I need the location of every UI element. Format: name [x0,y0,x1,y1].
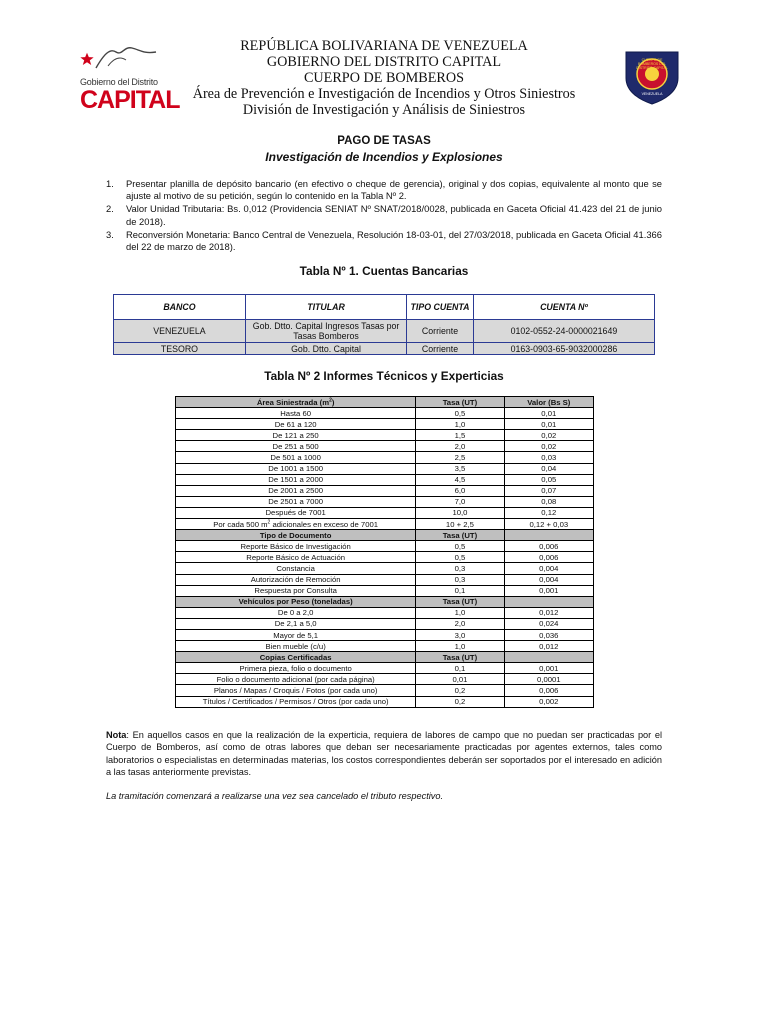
cell-valor: 0,02 [504,441,593,452]
table-row [176,463,594,474]
cop-header-label: Copias Certificadas [176,652,416,663]
cell-tasa: 1,0 [416,641,504,652]
nota-label: Nota [106,730,127,740]
cell-valor: 0,04 [504,463,593,474]
cell-valor: 0,08 [504,496,593,507]
instructions-list [106,178,662,254]
document-header [120,38,648,118]
cell-tasa: 10,0 [416,507,504,518]
cell-valor: 0,004 [504,563,593,574]
cell-tasa: 1,0 [416,419,504,430]
table-row [176,552,594,563]
cell-label: Por cada 500 $m^2$ adicionales en exceso de 7001 [176,519,416,530]
table-row [176,408,594,419]
seal-text: CUERPO DE BOMBEROS DEL DISTRITO CAPITAL [636,58,668,70]
cell-label: Mayor de 5,1 [176,629,416,640]
cell-cuenta: 0163-0903-65-9032000286 [473,343,654,355]
table-row [176,452,594,463]
table-row [176,574,594,585]
cell-label: Reporte Básico de Investigación [176,541,416,552]
col-cuenta: CUENTA Nº [473,295,654,320]
cell-tipo: Corriente [407,320,474,343]
veh-header-row [176,596,594,607]
cell-label: De 61 a 120 [176,419,416,430]
table-row [176,629,594,640]
cell-tasa: 10 + 2,5 [416,519,504,530]
cell-valor: 0,006 [504,541,593,552]
list-item [106,203,662,227]
valor-header: Valor (Bs S) [504,397,593,408]
cell-valor: 0,07 [504,485,593,496]
header-line-2: GOBIERNO DEL DISTRITO CAPITAL [266,54,502,70]
col-titular: TITULAR [245,295,406,320]
table-row [114,343,655,355]
cell-valor: 0,002 [504,696,593,707]
blank-header [504,530,593,541]
table-row [176,496,594,507]
cell-tasa: 0,1 [416,585,504,596]
cell-banco: TESORO [114,343,246,355]
cell-label: De 501 a 1000 [176,452,416,463]
cell-tasa: 1,0 [416,607,504,618]
cell-label: Constancia [176,563,416,574]
blank-header [504,652,593,663]
cell-valor: 0,12 [504,507,593,518]
cell-valor: 0,012 [504,607,593,618]
tasa-header: Tasa (UT) [416,530,504,541]
cell-valor: 0,006 [504,552,593,563]
cell-label: De 1001 a 1500 [176,463,416,474]
cell-tasa: 0,5 [416,552,504,563]
cell-tasa: 0,2 [416,696,504,707]
nota-text: : En aquellos casos en que la realización de la experticia, requiera de labores de campo que no puedan ser practicadas por el Cuerpo de Bomberos, así como de otras labores que deban ser necesariamente practicadas por agentes externos, tales como laboratorios o especialistas en determinadas materias, los costos correspondientes deberán ser soportados por el interesado en adición a las tasas anteriormente previstas. [106,730,662,777]
tasa-header: Tasa (UT) [416,596,504,607]
doc-header-row [176,530,594,541]
final-note: La tramitación comenzará a realizarse una vez sea cancelado el tributo respectivo. [106,791,444,801]
cell-tasa: 6,0 [416,485,504,496]
cell-valor: 0,036 [504,629,593,640]
cell-label: De 2501 a 7000 [176,496,416,507]
cell-cuenta: 0102-0552-24-0000021649 [473,320,654,343]
header-line-3: CUERPO DE BOMBEROS [303,70,465,86]
cell-tasa: 7,0 [416,496,504,507]
veh-header-label: Vehículos por Peso (toneladas) [176,596,416,607]
cell-tasa: 0,1 [416,663,504,674]
cell-valor: 0,001 [504,663,593,674]
cell-valor: 0,05 [504,474,593,485]
cell-tasa: 3,0 [416,629,504,640]
cell-label: Planos / Mapas / Croquis / Fotos (por cada uno) [176,685,416,696]
cell-titular: Gob. Dtto. Capital [245,343,406,355]
table-row [176,474,594,485]
cell-label: Autorización de Remoción [176,574,416,585]
cell-valor: 0,004 [504,574,593,585]
table-row [176,618,594,629]
table-header-row [114,295,655,320]
tasa-header: Tasa (UT) [416,397,504,408]
cell-tasa: 2,0 [416,441,504,452]
list-item [106,178,662,202]
cell-tasa: 0,5 [416,541,504,552]
cell-valor: 0,001 [504,585,593,596]
list-item-number: 1. [106,178,114,189]
fees-table [175,396,594,708]
list-item-number: 3. [106,228,114,240]
table1-caption: Tabla Nº 1. Cuentas Bancarias [299,264,469,278]
cell-valor: 0,01 [504,419,593,430]
list-item-text: Reconversión Monetaria: Banco Central de Venezuela, Resolución 18-03-01, del 27/03/2018, publicada en Gaceta Oficial 41.366 del 22 de marzo de 2018). [126,228,662,253]
cell-label: De 2,1 a 5,0 [176,618,416,629]
page-title: PAGO DE TASAS [337,135,431,147]
cell-banco: VENEZUELA [114,320,246,343]
cell-tasa: 0,3 [416,563,504,574]
table-row [176,663,594,674]
logo-small-text: Gobierno del Distrito [80,77,158,87]
cell-label: De 0 a 2,0 [176,607,416,618]
list-item-text: Presentar planilla de depósito bancario (en efectivo o cheque de gerencia), original y dos copias, equivalente al monto que se ajuste al motivo de su petición, según lo contenido en la Tabla Nº 2. [126,178,662,202]
logo-big-text: CAPITAL [80,86,180,114]
cell-valor: 0,01 [504,408,593,419]
nota-paragraph [106,729,662,778]
cell-tasa: 0,3 [416,574,504,585]
col-banco: BANCO [114,295,246,320]
cell-tipo: Corriente [407,343,474,355]
table-row [176,430,594,441]
cell-label: Reporte Básico de Actuación [176,552,416,563]
cell-tasa: 0,5 [416,408,504,419]
cell-label: Folio o documento adicional (por cada página) [176,674,416,685]
tasa-header: Tasa (UT) [416,652,504,663]
table-row [176,485,594,496]
seal-bottom-text: VENEZUELA [641,92,663,96]
cell-tasa: 4,5 [416,474,504,485]
cell-valor: 0,12 + 0,03 [504,519,593,530]
cop-header-row [176,652,594,663]
red-star-icon [80,52,94,66]
page-subtitle: Investigación de Incendios y Explosiones [265,150,503,164]
table-row [176,541,594,552]
table-row [176,507,594,518]
cell-tasa: 3,5 [416,463,504,474]
table-row [176,563,594,574]
table-row [176,519,594,530]
area-header-label: Área Siniestrada $(m^2)$ [176,397,416,408]
cell-valor: 0,006 [504,685,593,696]
cell-tasa: 2,5 [416,452,504,463]
cell-label: Hasta 60 [176,408,416,419]
table-row [176,641,594,652]
table-row [176,607,594,618]
cell-label: De 2001 a 2500 [176,485,416,496]
cell-valor: 0,03 [504,452,593,463]
list-item [106,229,662,253]
doc-header-label: Tipo de Documento [176,530,416,541]
header-line-1: REPÚBLICA BOLIVARIANA DE VENEZUELA [240,38,528,54]
cell-valor: 0,0001 [504,674,593,685]
list-item-number: 2. [106,203,114,215]
cell-tasa: 2,0 [416,618,504,629]
col-tipo-cuenta: TIPO CUENTA [407,295,474,320]
cell-label: De 251 a 500 [176,441,416,452]
cell-tasa: 1,5 [416,430,504,441]
cell-label: Respuesta por Consulta [176,585,416,596]
list-item-text: Valor Unidad Tributaria: Bs. 0,012 (Providencia SENIAT Nº SNAT/2018/0028, publicada en Gaceta Oficial 41.423 del 21 de junio de 2018). [126,203,662,227]
cell-tasa: 0,01 [416,674,504,685]
table-row [176,441,594,452]
table-row [176,585,594,596]
table-row [176,685,594,696]
cell-tasa: 0,2 [416,685,504,696]
cell-valor: 0,02 [504,430,593,441]
cell-label: Después de 7001 [176,507,416,518]
header-line-5: División de Investigación y Análisis de Siniestros [242,102,526,118]
cell-label: Títulos / Certificados / Permisos / Otros (por cada uno) [176,696,416,707]
cell-label: De 121 a 250 [176,430,416,441]
table-row [176,419,594,430]
cell-label: Primera pieza, folio o documento [176,663,416,674]
cell-valor: 0,012 [504,641,593,652]
blank-header [504,596,593,607]
cell-label: De 1501 a 2000 [176,474,416,485]
area-header-row [176,397,594,408]
bank-accounts-table [113,294,655,355]
table-row [176,674,594,685]
header-line-4: Área de Prevención e Investigación de Incendios y Otros Siniestros [192,86,576,102]
cell-titular: Gob. Dtto. Capital Ingresos Tasas por Tasas Bomberos [245,320,406,343]
table2-caption: Tabla Nº 2 Informes Técnicos y Experticias [264,369,504,383]
table-row [114,320,655,343]
table-row [176,696,594,707]
cell-valor: 0,024 [504,618,593,629]
cell-label: Bien mueble (c/u) [176,641,416,652]
